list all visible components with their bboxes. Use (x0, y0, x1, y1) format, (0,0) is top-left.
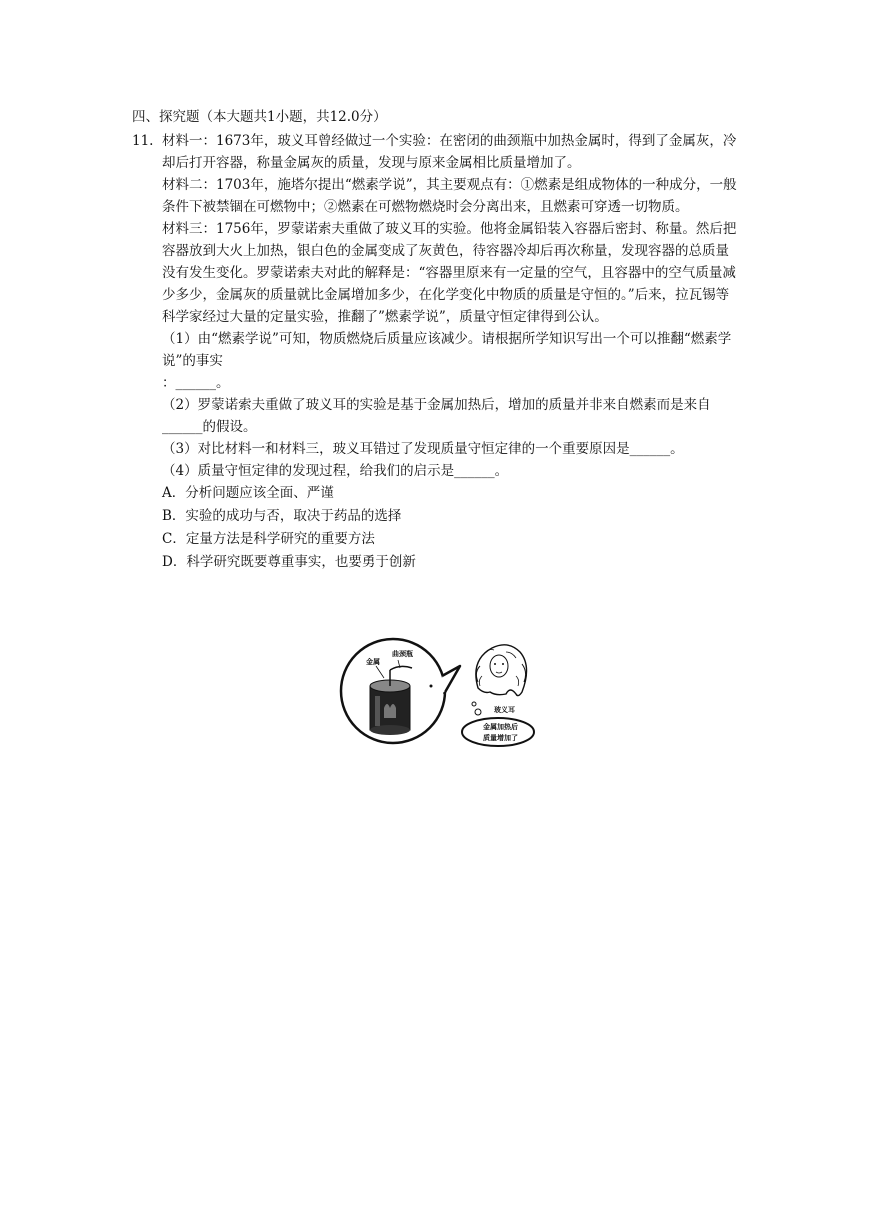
label-boyle: 玻义耳 (494, 706, 515, 714)
subquestion-2: （2）罗蒙诺索夫重做了玻义耳的实验是基于金属加热后，增加的质量并非来自燃素而是来自______的假设。 (162, 397, 711, 435)
option-a: A．分析问题应该全面、严谨 (162, 485, 334, 501)
material-one: 材料一：1673年，玻义耳曾经做过一个实验：在密闭的曲颈瓶中加热金属时，得到了金属灰，冷却后打开容器，称量金属灰的质量，发现与原来金属相比质量增加了。 (162, 133, 737, 171)
subquestion-1: （1）由“燃素学说”可知，物质燃烧后质量应该减少。请根据所学知识写出一个可以推翻“燃素学说”的事实 (162, 331, 732, 369)
boyle-portrait-icon (476, 645, 527, 696)
subquestion-1-blank: ：______。 (162, 375, 230, 391)
material-three: 材料三：1756年，罗蒙诺索夫重做了玻义耳的实验。他将金属铅装入容器后密封、称量。然后把容器放到大火上加热，银白色的金属变成了灰黄色，待容器冷却后再次称量，发现容器的总质量没有发生变化。罗蒙诺索夫对此的解释是：“容器里原来有一定量的空气，且容器中的空气质量减少多少，金属灰的质量就比金属增加多少，在化学变化中物质的质量是守恒的。”后来，拉瓦锡等科学家经过大量的定量实验，推翻了”燃素学说”，质量守恒定律得到公认。 (162, 221, 737, 325)
question-body (162, 130, 740, 574)
option-c: C．定量方法是科学研究的重要方法 (162, 531, 375, 547)
label-flask: 曲颈瓶 (392, 650, 413, 658)
label-metal: 金属 (366, 658, 380, 666)
section-title: 四、探究题（本大题共1小题，共12.0分） (132, 109, 387, 125)
thought-text-line2: 质量增加了 (483, 734, 518, 742)
thought-text-line1: 金属加热后 (483, 723, 518, 731)
subquestion-4: （4）质量守恒定律的发现过程，给我们的启示是______。 (162, 463, 509, 479)
question-number: 11. (132, 133, 154, 149)
option-d: D．科学研究既要尊重事实，也要勇于创新 (162, 554, 416, 570)
subquestion-3: （3）对比材料一和材料三，玻义耳错过了发现质量守恒定律的一个重要原因是______。 (162, 441, 684, 457)
boyle-experiment-figure (338, 636, 550, 748)
question-11 (132, 130, 740, 574)
material-two: 材料二：1703年，施塔尔提出“燃素学说”，其主要观点有：①燃素是组成物体的一种成分，一般条件下被禁锢在可燃物中；②燃素在可燃物燃烧时会分离出来，且燃素可穿透一切物质。 (162, 177, 737, 215)
option-b: B．实验的成功与否，取决于药品的选择 (162, 508, 402, 524)
